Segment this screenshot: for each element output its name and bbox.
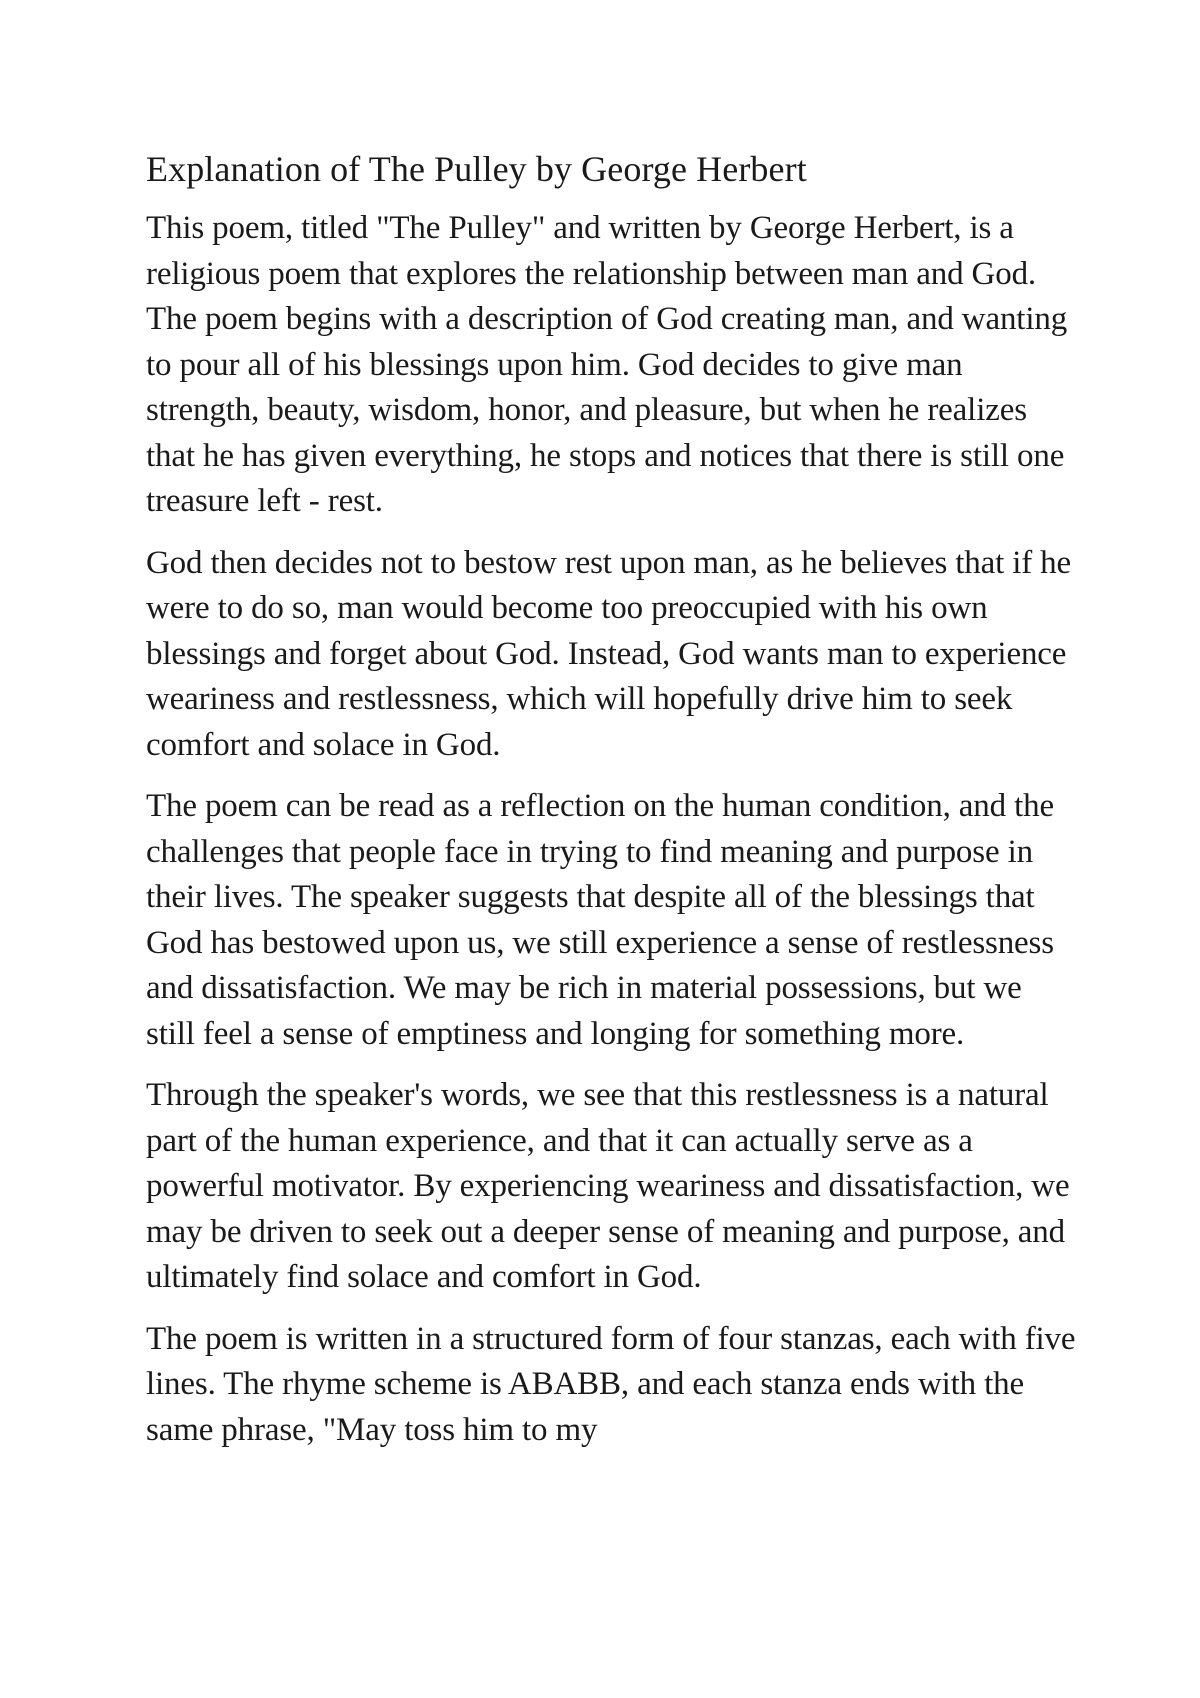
paragraph-4: Through the speaker's words, we see that this restlessness is a natural part of the human experience, and that it can actually serve as a powerful motivator. By experiencing weariness and dissatisfaction, we may be driven to seek out a deeper sense of meaning and purpose, and ultimately find solace and comfort in God. [146,1077,1070,1295]
document-title: Explanation of The Pulley by George Herbert [146,149,807,189]
paragraph-1: This poem, titled "The Pulley" and written by George Herbert, is a religious poem that explores the relationship between man and God. The poem begins with a description of God creating man, and wanting to pour all of his blessings upon him. God decides to give man strength, beauty, wisdom, honor, and pleasure, but when he realizes that he has given everything, he stops and notices that there is still one treasure left - rest. [146,210,1068,519]
paragraph-3: The poem can be read as a reflection on the human condition, and the challenges that people face in trying to find meaning and purpose in their lives. The speaker suggests that despite all of the blessings that God has bestowed upon us, we still experience a sense of restlessness and dissatisfaction. We may be rich in material possessions, but we still feel a sense of emptiness and longing for something more. [146,788,1054,1052]
paragraph-5: The poem is written in a structured form of four stanzas, each with five lines. The rhyme scheme is ABABB, and each stanza ends with the same phrase, "May toss him to my [146,1320,1076,1448]
document-body [146,146,1076,1469]
paragraph-2: God then decides not to bestow rest upon man, as he believes that if he were to do so, man would become too preoccupied with his own blessings and forget about God. Instead, God wants man to experience weariness and restlessness, which will hopefully drive him to seek comfort and solace in God. [146,544,1072,763]
